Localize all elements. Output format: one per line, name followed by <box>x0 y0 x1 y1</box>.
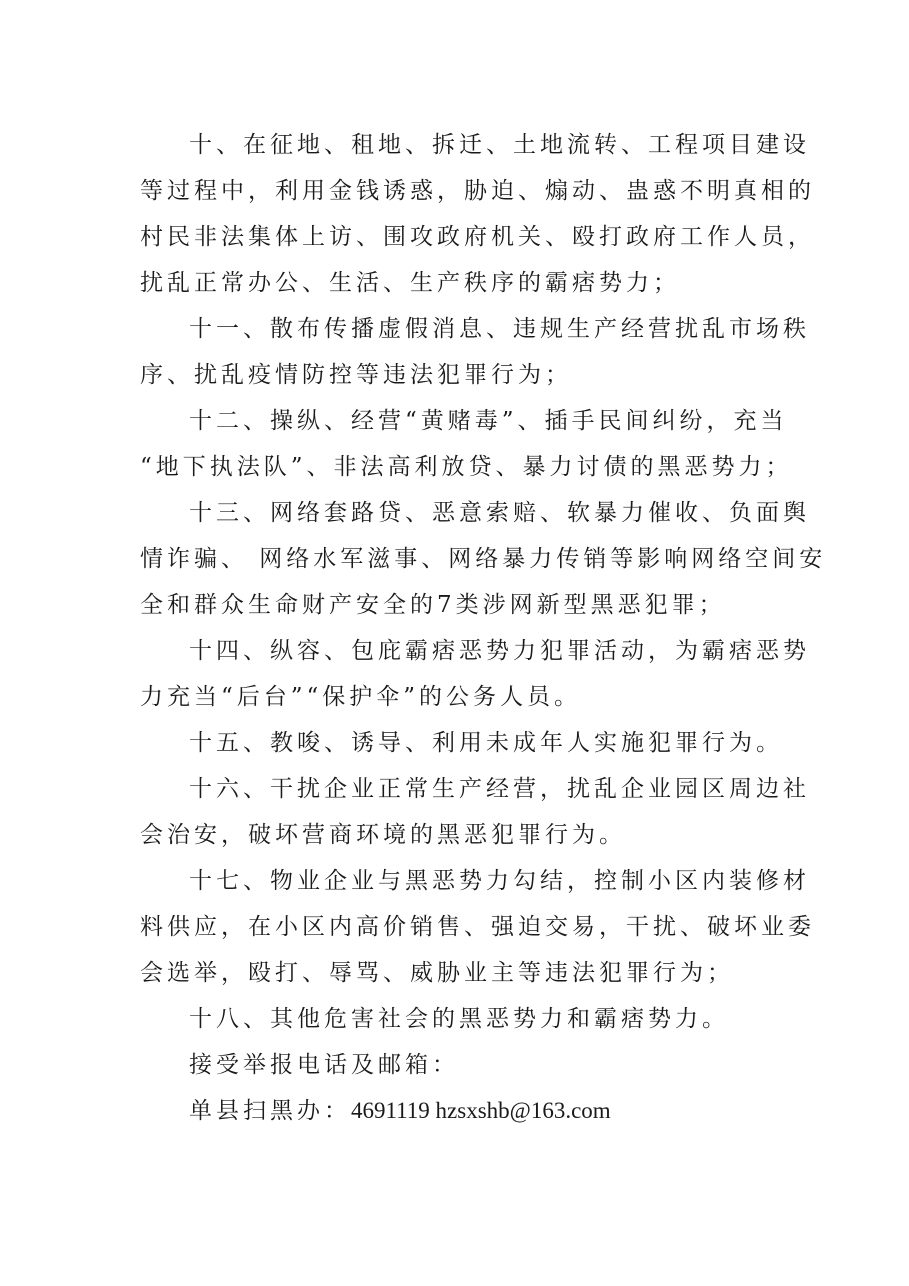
paragraph-line: 十二、操纵、经营“黄赌毒”、插手民间纠纷，充当 <box>189 408 788 434</box>
paragraph-line: 料供应，在小区内高价销售、强迫交易，干扰、破坏业委 <box>140 914 815 940</box>
paragraph-line: 十四、纵容、包庇霸痞恶势力犯罪活动，为霸痞恶势 <box>189 638 810 664</box>
paragraph-line: 十一、散布传播虚假消息、违规生产经营扰乱市场秩 <box>189 316 810 342</box>
document-body <box>140 122 827 1134</box>
contact-email: hzsxshb@163.com <box>435 1098 611 1123</box>
paragraph-line: 等过程中，利用金钱诱惑，胁迫、煽动、蛊惑不明真相的 <box>140 178 815 204</box>
paragraph-line: 全和群众生命财产安全的7类涉网新型黑恶犯罪； <box>140 592 726 618</box>
paragraph-line: 十六、干扰企业正常生产经营，扰乱企业园区周边社 <box>189 776 810 802</box>
paragraph-line: 会治安，破坏营商环境的黑恶犯罪行为。 <box>140 822 626 848</box>
paragraph-line: 扰乱正常办公、生活、生产秩序的霸痞势力； <box>140 270 680 296</box>
contact-line <box>140 1088 780 1134</box>
paragraph-line: “地下执法队”、非法高利放贷、暴力讨债的黑恶势力； <box>140 454 793 480</box>
contact-heading: 接受举报电话及邮箱： <box>189 1052 459 1078</box>
paragraph-line: 十七、物业企业与黑恶势力勾结，控制小区内装修材 <box>189 868 810 894</box>
paragraph-line: 情诈骗、 网络水军滋事、网络暴力传销等影响网络空间安 <box>140 546 827 572</box>
contact-label: 单县扫黑办： <box>189 1098 351 1124</box>
paragraph-line: 十五、教唆、诱导、利用未成年人实施犯罪行为。 <box>189 730 783 756</box>
paragraph-line: 会选举，殴打、辱骂、威胁业主等违法犯罪行为； <box>140 960 734 986</box>
paragraph-line: 十八、其他危害社会的黑恶势力和霸痞势力。 <box>189 1006 729 1032</box>
paragraph-line: 十、在征地、租地、拆迁、土地流转、工程项目建设 <box>189 132 810 158</box>
contact-phone: 4691119 <box>351 1098 430 1123</box>
paragraph-line: 村民非法集体上访、围攻政府机关、殴打政府工作人员， <box>140 224 815 250</box>
paragraph-line: 十三、网络套路贷、恶意索赔、软暴力催收、负面舆 <box>189 500 810 526</box>
paragraph-line: 序、扰乱疫情防控等违法犯罪行为； <box>140 362 572 388</box>
paragraph-line: 力充当“后台”“保护伞”的公务人员。 <box>140 684 582 710</box>
